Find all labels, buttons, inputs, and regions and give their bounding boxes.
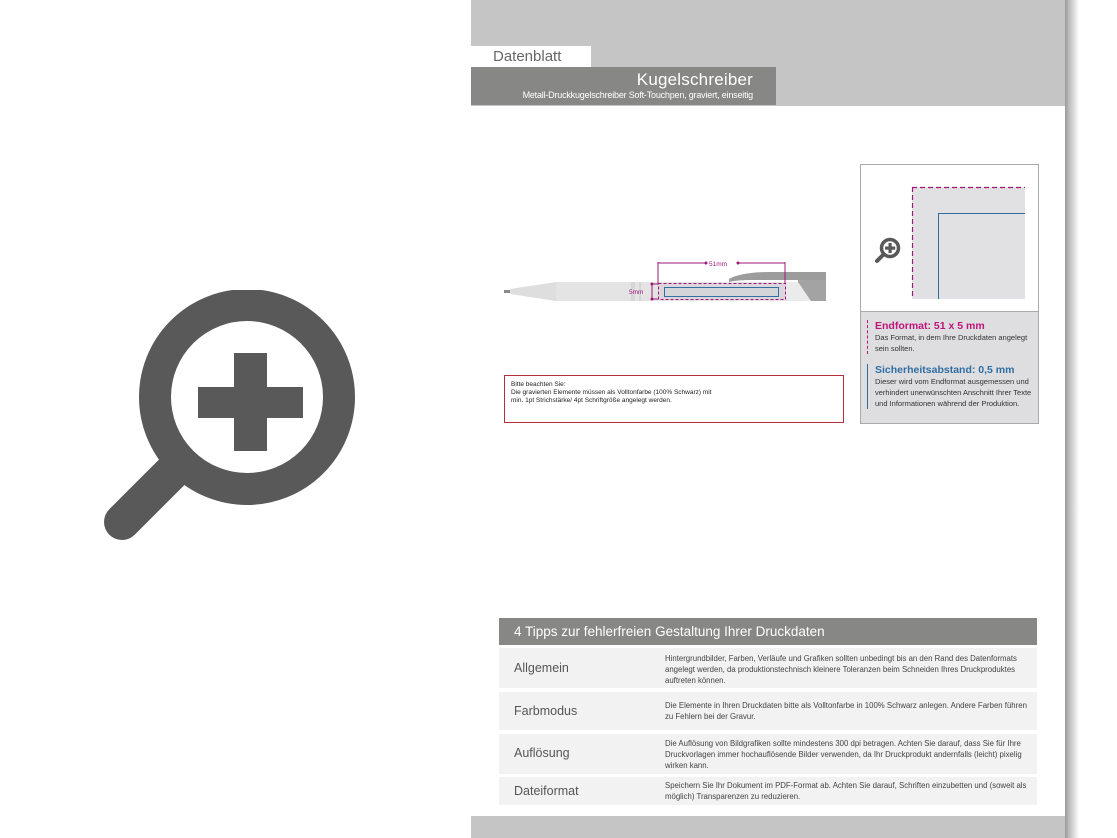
page-footer-band <box>471 816 1065 838</box>
format-preview-panel <box>860 164 1039 424</box>
endformat-title: Endformat: 51 x 5 mm <box>875 320 985 332</box>
tip-row-farbmodus <box>499 692 1037 730</box>
page-shadow <box>1065 0 1079 838</box>
preview-zoom-button[interactable] <box>874 237 902 265</box>
tip-row-dateiformat <box>499 777 1037 805</box>
tip-label: Allgemein <box>514 661 569 675</box>
tip-text: Hintergrundbilder, Farben, Verläufe und Grafiken sollten unbedingt bis an den Rand des Datenformats angelegt werden, da produktionstechnisch kleinere Toleranzen beim Schneiden Ihres Druckproduktes auftreten können. <box>665 654 1017 685</box>
pen-illustration <box>501 258 836 308</box>
datasheet-tab: Datenblatt <box>471 46 591 67</box>
format-info <box>861 311 1038 423</box>
zoom-in-button[interactable] <box>104 290 356 548</box>
tip-row-allgemein <box>499 648 1037 688</box>
title-bar <box>471 67 776 105</box>
endformat-info <box>867 320 1035 354</box>
pen-drawing <box>501 258 836 308</box>
product-subtitle: Metall-Druckkugelschreiber Soft-Touchpen, graviert, einseitig <box>522 90 753 100</box>
safety-margin-info <box>867 364 1035 409</box>
notice-line-1: Bitte beachten Sie: <box>511 381 566 388</box>
engraving-notice <box>504 375 844 423</box>
tip-label: Farbmodus <box>514 704 578 718</box>
safety-margin-title: Sicherheitsabstand: 0,5 mm <box>875 364 1015 376</box>
tip-text: Speichern Sie Ihr Dokument im PDF-Format ab. Achten Sie darauf, Schriften einzubetten und (soweit als möglich) Transparenzen zu reduzieren. <box>665 781 1027 801</box>
notice-line-2: Die gravierten Elemente müssen als Volltonfarbe (100% Schwarz) mit <box>511 389 712 396</box>
zoom-in-icon <box>104 290 356 548</box>
width-dimension-label: 51mm <box>709 261 728 268</box>
safety-margin-text: Dieser wird vom Endformat ausgemessen und verhindert unerwünschten Anschnitt Ihrer Texte und Informationen während der Produktion. <box>875 377 1032 408</box>
endformat-text: Das Format, in dem Ihre Druckdaten angelegt sein sollten. <box>875 333 1028 353</box>
product-title: Kugelschreiber <box>636 70 753 89</box>
tip-text: Die Auflösung von Bildgrafiken sollte mindestens 300 dpi betragen. Achten Sie darauf, dass Sie für Ihre Druckvorlagen immer hochauflösende Bilder verwenden, da Ihr Druckprodukt andernfalls (leicht) pixelig wirken kann. <box>665 739 1022 770</box>
tip-label: Dateiformat <box>514 784 579 798</box>
tip-row-aufloesung <box>499 734 1037 774</box>
tips-title: 4 Tipps zur fehlerfreien Gestaltung Ihrer Druckdaten <box>499 618 1037 645</box>
tip-text: Die Elemente in Ihren Druckdaten bitte als Volltonfarbe in 100% Schwarz anlegen. Andere Farben führen zu Fehlern bei der Gravur. <box>665 701 1027 721</box>
tip-label: Auflösung <box>514 746 570 760</box>
datasheet-page <box>471 0 1065 838</box>
height-dimension-label: 5mm <box>629 289 644 296</box>
zoom-in-icon <box>874 237 902 265</box>
notice-line-3: min. 1pt Strichstärke/ 4pt Schriftgröße angelegt werden. <box>511 397 672 404</box>
